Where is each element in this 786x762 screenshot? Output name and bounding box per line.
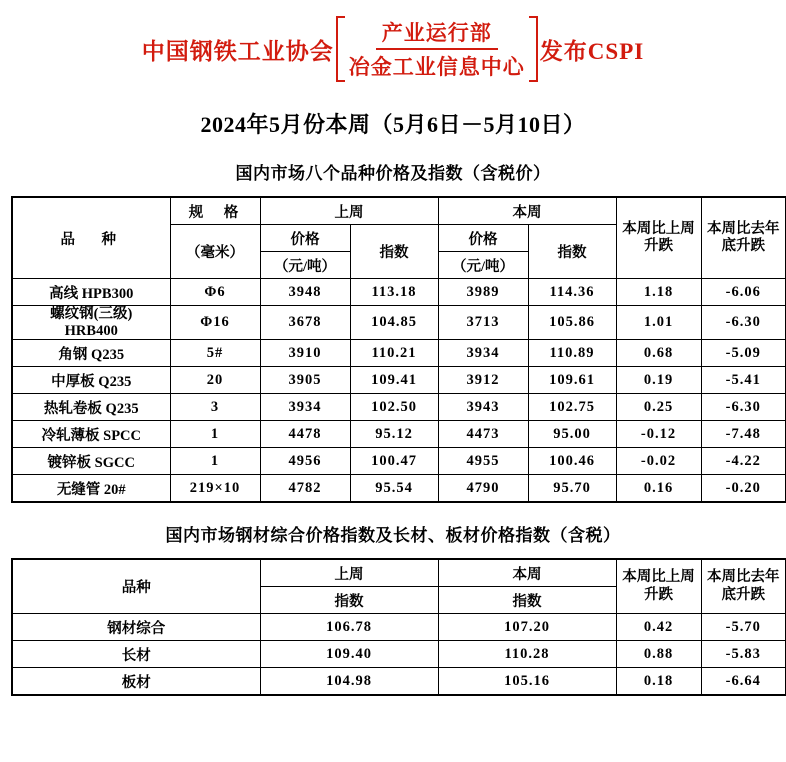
row-chg-year: -6.30 xyxy=(701,306,786,340)
header-last-week: 上周 xyxy=(260,197,438,225)
row-this-index: 95.70 xyxy=(528,475,616,503)
row2-category: 钢材综合 xyxy=(12,614,260,641)
publisher-bracket-group xyxy=(336,16,538,82)
header-last-index: 指数 xyxy=(350,225,438,279)
row-category: 中厚板 Q235 xyxy=(12,367,170,394)
publisher-line-2: 冶金工业信息中心 xyxy=(348,55,525,79)
table-row xyxy=(12,668,786,696)
table-row xyxy=(12,421,786,448)
row-category: 高线 HPB300 xyxy=(12,279,170,306)
table-row xyxy=(12,641,786,668)
row-chg-year: -4.22 xyxy=(701,448,786,475)
row-category: 热轧卷板 Q235 xyxy=(12,394,170,421)
page-title: 2024年5月份本周（5月6日－5月10日） xyxy=(200,112,586,137)
header2-change-year xyxy=(701,559,786,614)
header-spec-unit: （毫米） xyxy=(170,225,260,279)
document-header xyxy=(0,0,786,82)
header2-last-week: 上周 xyxy=(260,559,438,587)
header-last-price-unit: （元/吨） xyxy=(260,252,350,279)
header-this-price: 价格 xyxy=(438,225,528,252)
header-change-week-text: 本周比上周升跌 xyxy=(622,220,695,254)
row-last-index: 110.21 xyxy=(350,340,438,367)
row-category: 冷轧薄板 SPCC xyxy=(12,421,170,448)
row-last-price: 4478 xyxy=(260,421,350,448)
header-this-week: 本周 xyxy=(438,197,616,225)
row2-chg-week: 0.88 xyxy=(616,641,701,668)
row2-this-index: 105.16 xyxy=(438,668,616,696)
row-last-price: 4782 xyxy=(260,475,350,503)
row-chg-week: -0.02 xyxy=(616,448,701,475)
row-this-index: 105.86 xyxy=(528,306,616,340)
publish-label: 发布CSPI xyxy=(539,38,645,64)
header-this-price-unit: （元/吨） xyxy=(438,252,528,279)
row-this-index: 95.00 xyxy=(528,421,616,448)
table1-title: 国内市场八个品种价格及指数（含税价） xyxy=(235,164,551,183)
row-spec: 1 xyxy=(170,421,260,448)
table1-wrapper xyxy=(11,196,780,503)
row-this-price: 4955 xyxy=(438,448,528,475)
header2-category: 品种 xyxy=(12,559,260,614)
row-chg-year: -0.20 xyxy=(701,475,786,503)
header-change-year-text: 本周比去年底升跌 xyxy=(707,220,780,254)
row-chg-week: 0.25 xyxy=(616,394,701,421)
row-spec: 1 xyxy=(170,448,260,475)
row-last-index: 113.18 xyxy=(350,279,438,306)
table-row xyxy=(12,340,786,367)
row2-chg-week: 0.18 xyxy=(616,668,701,696)
row-chg-year: -5.41 xyxy=(701,367,786,394)
row-last-index: 95.12 xyxy=(350,421,438,448)
bracket-right-icon xyxy=(529,16,538,82)
header-change-year xyxy=(701,197,786,279)
row-last-index: 104.85 xyxy=(350,306,438,340)
row-last-price: 4956 xyxy=(260,448,350,475)
row-chg-year: -6.30 xyxy=(701,394,786,421)
row-last-price: 3678 xyxy=(260,306,350,340)
row-last-index: 100.47 xyxy=(350,448,438,475)
header2-last-index: 指数 xyxy=(260,587,438,614)
row-last-price: 3910 xyxy=(260,340,350,367)
row-last-index: 95.54 xyxy=(350,475,438,503)
row-chg-week: 0.16 xyxy=(616,475,701,503)
table-row xyxy=(12,367,786,394)
table-row xyxy=(12,448,786,475)
row-this-index: 109.61 xyxy=(528,367,616,394)
header-category: 品 种 xyxy=(12,197,170,279)
row-spec: Φ16 xyxy=(170,306,260,340)
row-last-price: 3905 xyxy=(260,367,350,394)
row2-last-index: 109.40 xyxy=(260,641,438,668)
table2-header-row xyxy=(12,559,786,587)
row-chg-week: -0.12 xyxy=(616,421,701,448)
table2-title: 国内市场钢材综合价格指数及长材、板材价格指数（含税） xyxy=(165,526,621,546)
row2-chg-year: -5.83 xyxy=(701,641,786,668)
table-row xyxy=(12,279,786,306)
row2-this-index: 110.28 xyxy=(438,641,616,668)
row-this-price: 4473 xyxy=(438,421,528,448)
association-name: 中国钢铁工业协会 xyxy=(141,38,334,64)
row-category xyxy=(12,306,170,340)
row-last-price: 3948 xyxy=(260,279,350,306)
row-this-price: 3943 xyxy=(438,394,528,421)
row-spec: Φ6 xyxy=(170,279,260,306)
header2-change-week xyxy=(616,559,701,614)
header-last-price: 价格 xyxy=(260,225,350,252)
row2-chg-week: 0.42 xyxy=(616,614,701,641)
header-change-week xyxy=(616,197,701,279)
row2-category: 长材 xyxy=(12,641,260,668)
table2-wrapper xyxy=(11,558,780,696)
row-chg-week: 1.18 xyxy=(616,279,701,306)
row-spec: 3 xyxy=(170,394,260,421)
row-chg-week: 0.68 xyxy=(616,340,701,367)
row-last-index: 109.41 xyxy=(350,367,438,394)
row-category: 角钢 Q235 xyxy=(12,340,170,367)
header2-this-index: 指数 xyxy=(438,587,616,614)
row-chg-year: -5.09 xyxy=(701,340,786,367)
table-row xyxy=(12,475,786,503)
row2-chg-year: -5.70 xyxy=(701,614,786,641)
row-this-index: 114.36 xyxy=(528,279,616,306)
header2-this-week: 本周 xyxy=(438,559,616,587)
row-this-price: 3912 xyxy=(438,367,528,394)
row-category-line2: HRB400 xyxy=(64,322,118,339)
publisher-line-1: 产业运行部 xyxy=(376,17,498,50)
row-chg-year: -7.48 xyxy=(701,421,786,448)
row-chg-week: 1.01 xyxy=(616,306,701,340)
row-last-index: 102.50 xyxy=(350,394,438,421)
row2-this-index: 107.20 xyxy=(438,614,616,641)
row-chg-year: -6.06 xyxy=(701,279,786,306)
row-last-price: 3934 xyxy=(260,394,350,421)
row-spec: 5# xyxy=(170,340,260,367)
header-this-index: 指数 xyxy=(528,225,616,279)
row-chg-week: 0.19 xyxy=(616,367,701,394)
header2-change-week-text: 本周比上周升跌 xyxy=(622,569,695,603)
price-index-table xyxy=(11,196,786,503)
row-this-price: 4790 xyxy=(438,475,528,503)
row2-last-index: 106.78 xyxy=(260,614,438,641)
row-category-line1: 螺纹钢(三级) xyxy=(50,306,133,322)
bracket-left-icon xyxy=(336,16,345,82)
row-spec: 20 xyxy=(170,367,260,394)
row-this-price: 3934 xyxy=(438,340,528,367)
row-this-price: 3989 xyxy=(438,279,528,306)
table-header-row xyxy=(12,197,786,225)
row-this-index: 100.46 xyxy=(528,448,616,475)
row-spec: 219×10 xyxy=(170,475,260,503)
composite-index-table xyxy=(11,558,786,696)
table-row xyxy=(12,614,786,641)
header2-change-year-text: 本周比去年底升跌 xyxy=(707,569,780,603)
row-this-index: 110.89 xyxy=(528,340,616,367)
row-category: 无缝管 20# xyxy=(12,475,170,503)
row2-last-index: 104.98 xyxy=(260,668,438,696)
header-spec: 规 格 xyxy=(170,197,260,225)
row-this-index: 102.75 xyxy=(528,394,616,421)
row-this-price: 3713 xyxy=(438,306,528,340)
row2-category: 板材 xyxy=(12,668,260,696)
table-row xyxy=(12,306,786,340)
row2-chg-year: -6.64 xyxy=(701,668,786,696)
table-row xyxy=(12,394,786,421)
row-category: 镀锌板 SGCC xyxy=(12,448,170,475)
publisher-names xyxy=(345,16,529,82)
